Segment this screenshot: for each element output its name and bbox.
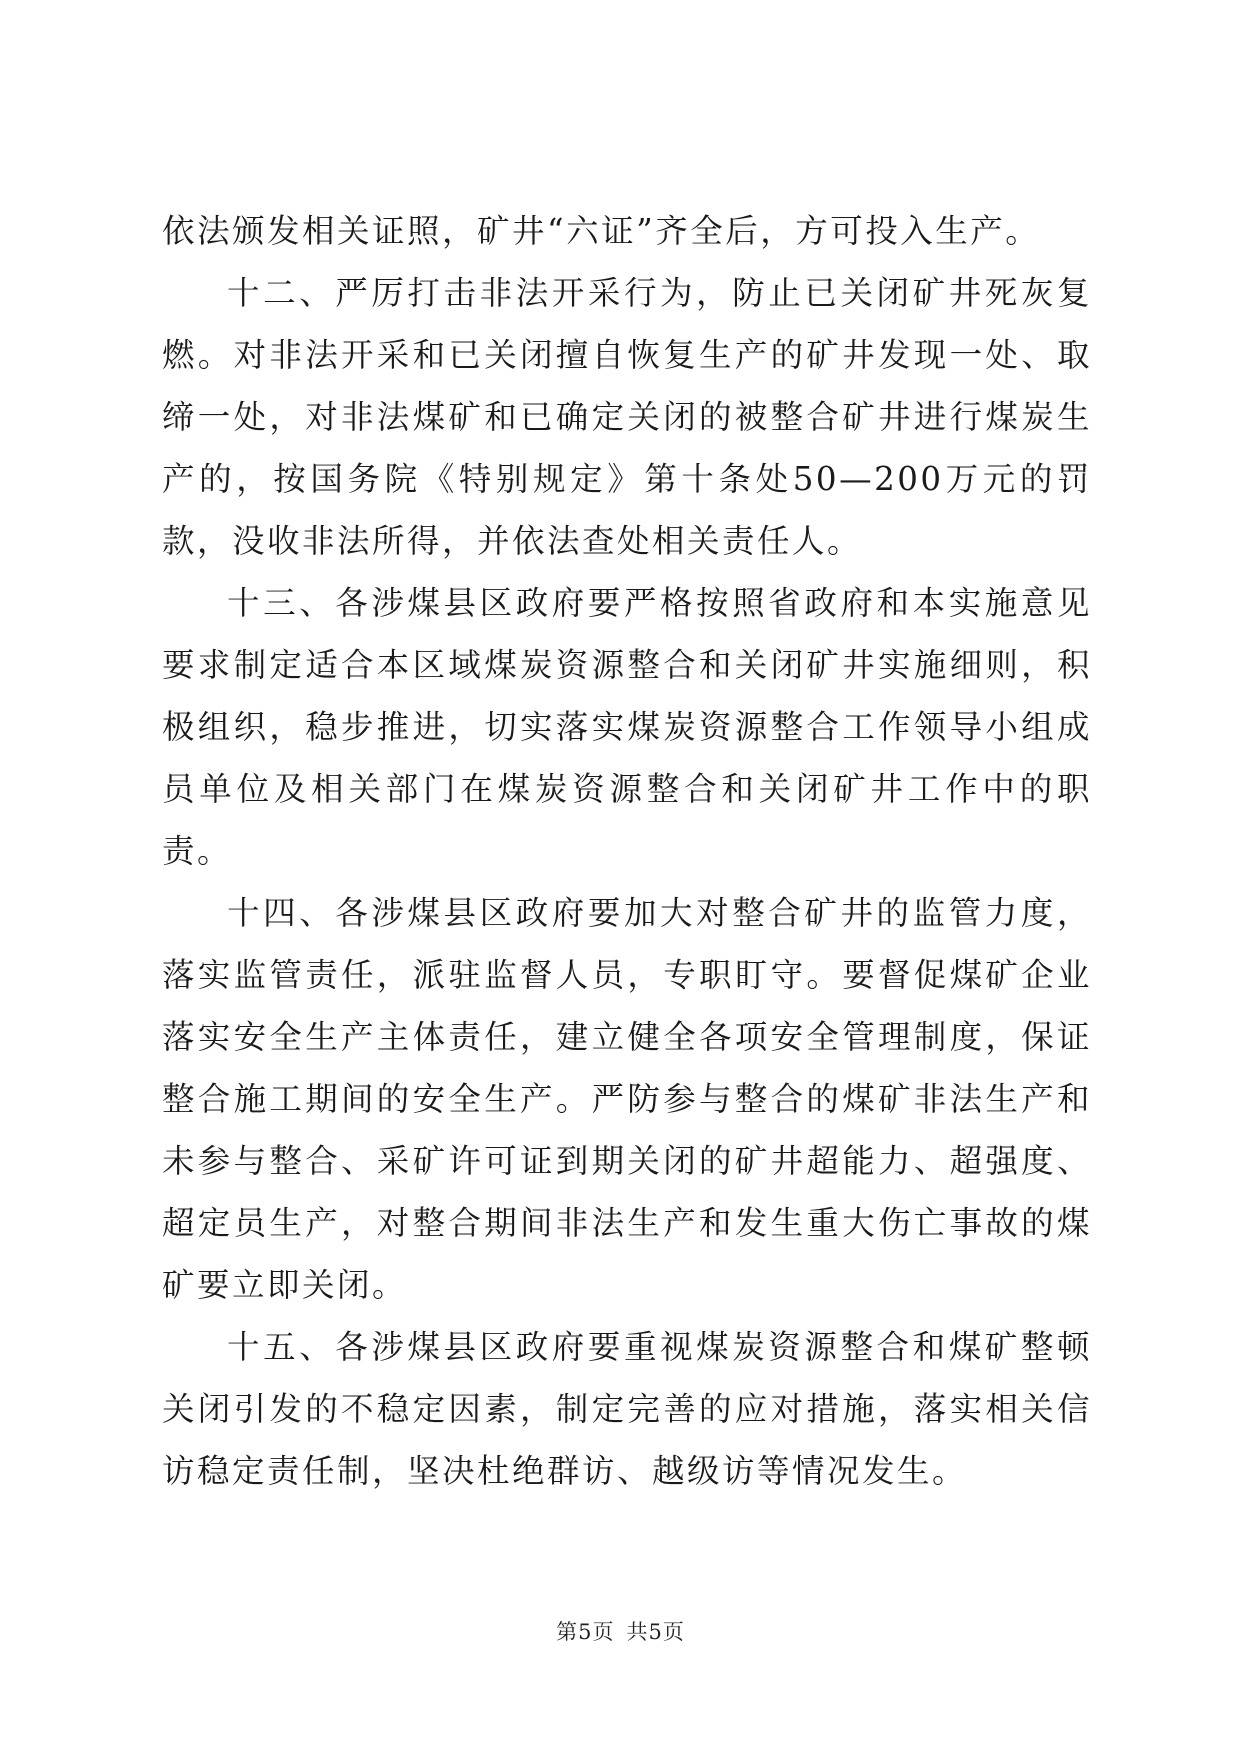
paragraph-item-12: 十二、严厉打击非法开采行为，防止已关闭矿井死灰复燃。对非法开采和已关闭擅自恢复生产的矿井发现一处、取缔一处，对非法煤矿和已确定关闭的被整合矿井进行煤炭生产的，按国务院《特别规定》第十条处50—200万元的罚款，没收非法所得，并依法查处相关责任人。 <box>162 274 1092 560</box>
paragraph-item-15: 十五、各涉煤县区政府要重视煤炭资源整合和煤矿整顿关闭引发的不稳定因素，制定完善的应对措施，落实相关信访稳定责任制，坚决杜绝群访、越级访等情况发生。 <box>162 1328 1092 1490</box>
paragraph-item-14: 十四、各涉煤县区政府要加大对整合矿井的监管力度，落实监管责任，派驻监督人员，专职盯守。要督促煤矿企业落实安全生产主体责任，建立健全各项安全管理制度，保证整合施工期间的安全生产。严防参与整合的煤矿非法生产和未参与整合、采矿许可证到期关闭的矿井超能力、超强度、超定员生产，对整合期间非法生产和发生重大伤亡事故的煤矿要立即关闭。 <box>162 894 1092 1304</box>
document-body <box>162 200 1092 1502</box>
page-number: 第5页 <box>556 1620 615 1644</box>
paragraph-continuation: 依法颁发相关证照，矿井“六证”齐全后，方可投入生产。 <box>162 212 1041 250</box>
page-footer <box>0 1616 1241 1646</box>
page-total: 共5页 <box>626 1620 685 1644</box>
paragraph-item-13: 十三、各涉煤县区政府要严格按照省政府和本实施意见要求制定适合本区域煤炭资源整合和关闭矿井实施细则，积极组织，稳步推进，切实落实煤炭资源整合工作领导小组成员单位及相关部门在煤炭资源整合和关闭矿井工作中的职责。 <box>162 584 1092 870</box>
